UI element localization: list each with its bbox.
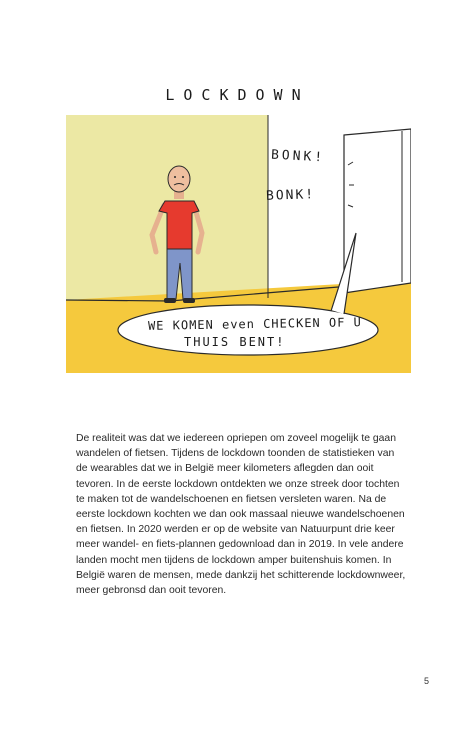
page-number: 5 [424, 676, 430, 686]
sound-effect-bonk-2: BONK! [265, 187, 316, 204]
speech-text-line-2: THUIS BENT! [184, 335, 286, 349]
sound-effect-bonk-1: BONK! [270, 147, 326, 166]
comic-title: LOCKDOWN [165, 86, 310, 104]
body-paragraph: De realiteit was dat we iedereen opriepen om zoveel mogelijk te gaan wandelen of fietsen. Tijdens de lockdown toonden de statistieken van de wearables dat we in België meer kilometers aflegden dan ooit tevoren. In de eerste lockdown ontdekten we onze streek door tochten te maken tot de wandelschoenen en fietsen versleten waren. Na de eerste lockdown kochten we dan ook massaal nieuwe wandelschoenen en fietsen. In 2020 werden er op de website van Natuurpunt drie keer meer wandel- en fiets-plannen gedownload dan in 2019. In vele andere landen mocht men tijdens de lockdown amper buitenshuis komen. In België waren de mensen, mede dankzij het schitterende lockdownweer, meer gebronsd dan ooit tevoren. [76, 433, 406, 597]
speech-text-line-1: WE KOMEN even CHECKEN OF U [147, 315, 362, 333]
cartoon-door [344, 129, 411, 293]
lockdown-cartoon [66, 115, 411, 373]
